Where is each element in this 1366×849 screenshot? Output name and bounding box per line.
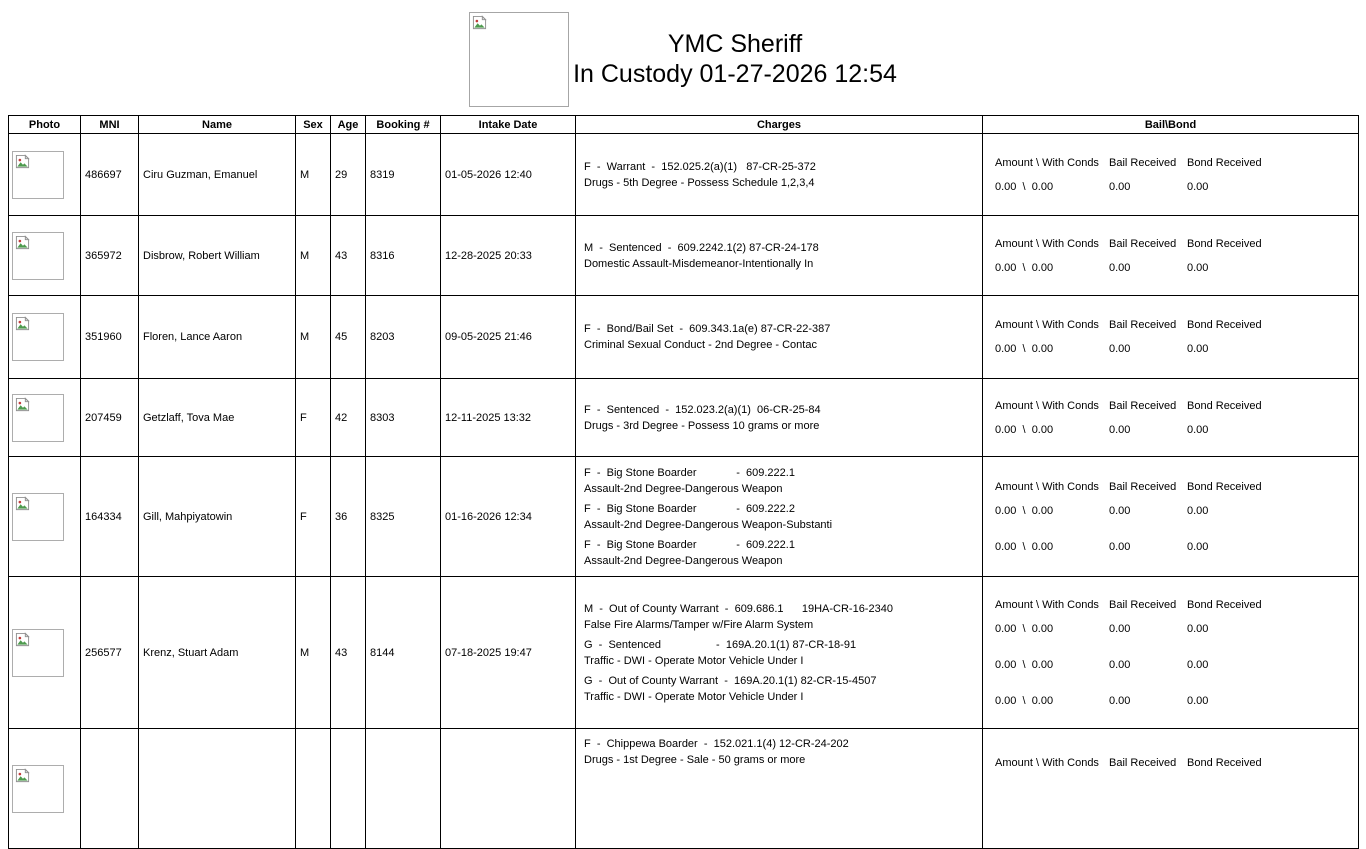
booking-number-cell: 8303 [366,379,441,457]
mni-cell: 486697 [81,134,139,216]
charge-description: Assault-2nd Degree-Dangerous Weapon-Substanti [584,518,833,531]
bail-amount-value: 0.00 \ 0.00 [995,658,1054,671]
table-row [9,457,1359,577]
bail-header-label: Amount \ With Conds [995,598,1099,611]
bail-bond-cell [983,134,1359,216]
bail-header-label: Bond Received [1187,319,1262,331]
bail-amount-row [995,260,1358,276]
bail-bond-cell [983,296,1359,379]
bail-header-label: Amount \ With Conds [995,319,1099,331]
charge-statute: G - Out of County Warrant - 169A.20.1(1) 82-CR-15-4507 [584,674,877,687]
charges-cell [576,134,983,216]
intake-date-cell: 07-18-2025 19:47 [441,577,576,729]
bail-amount-value: 0.00 [1187,622,1209,635]
charges-cell [576,457,983,577]
charge-description: Assault-2nd Degree-Dangerous Weapon [584,482,783,495]
broken-image-icon [15,154,30,169]
intake-date-cell [441,729,576,849]
inmate-photo-placeholder [12,151,64,199]
booking-number-cell: 8325 [366,457,441,577]
charge-statute: F - Chippewa Boarder - 152.021.1(4) 12-CR-24-202 [584,738,849,750]
report-header [0,0,1366,115]
roster-rows [9,134,1359,849]
broken-image-icon [15,632,30,647]
booking-number-cell: 8319 [366,134,441,216]
intake-date-cell: 09-05-2025 21:46 [441,296,576,379]
broken-image-icon [15,768,30,783]
charge-statute: F - Bond/Bail Set - 609.343.1a(e) 87-CR-22-387 [584,323,831,335]
inmate-photo-placeholder [12,232,64,280]
charge-item [584,240,982,272]
bail-header-label: Bond Received [1187,399,1262,412]
charge-description: Traffic - DWI - Operate Motor Vehicle Under I [584,690,804,703]
column-header-intake-date: Intake Date [441,116,576,134]
name-cell: Ciru Guzman, Emanuel [139,134,296,216]
name-cell [139,729,296,849]
broken-image-icon [15,235,30,250]
booking-number-cell: 8144 [366,577,441,729]
charge-item [584,637,982,669]
charge-statute: M - Sentenced - 609.2242.1(2) 87-CR-24-178 [584,241,819,254]
bail-header-label: Bond Received [1187,757,1262,769]
column-header-photo: Photo [9,116,81,134]
column-header-booking-: Booking # [366,116,441,134]
column-header-sex: Sex [296,116,331,134]
photo-cell [9,577,81,729]
bail-amount-value: 0.00 [1109,694,1131,707]
page-title [573,29,897,89]
bail-amount-row [995,621,1358,637]
mni-cell [81,729,139,849]
bail-amount-row [995,539,1358,555]
bail-header-label: Bail Received [1109,237,1177,250]
bail-amount-row [995,503,1358,519]
charges-cell [576,216,983,296]
bail-amount-value: 0.00 [1109,622,1131,635]
age-cell [331,729,366,849]
intake-date-cell: 01-16-2026 12:34 [441,457,576,577]
charge-item [584,501,982,533]
broken-image-icon [15,316,30,331]
bail-amount-value: 0.00 \ 0.00 [995,622,1054,635]
age-cell: 43 [331,577,366,729]
broken-image-icon [472,15,487,30]
column-header-mni: MNI [81,116,139,134]
column-header-charges: Charges [576,116,983,134]
charge-item [584,537,982,569]
bail-header-label: Bail Received [1109,480,1177,493]
sex-cell: F [296,457,331,577]
inmate-photo-placeholder [12,493,64,541]
charge-item [584,465,982,497]
bail-amount-value: 0.00 [1187,540,1209,553]
charge-statute: F - Sentenced - 152.023.2(a)(1) 06-CR-25-84 [584,403,821,416]
bail-amount-row [995,693,1358,709]
bail-header-row [995,317,1358,333]
bail-amount-value: 0.00 [1187,180,1209,193]
sex-cell [296,729,331,849]
bail-header-label: Bond Received [1187,156,1262,169]
bail-amount-row [995,341,1358,357]
header-logo-placeholder [469,12,569,107]
name-cell: Disbrow, Robert William [139,216,296,296]
bail-header-label: Bond Received [1187,480,1262,493]
mni-cell: 365972 [81,216,139,296]
name-cell: Getzlaff, Tova Mae [139,379,296,457]
column-header-name: Name [139,116,296,134]
bail-header-label: Amount \ With Conds [995,237,1099,250]
charge-description: Traffic - DWI - Operate Motor Vehicle Under I [584,654,804,667]
charge-statute: M - Out of County Warrant - 609.686.1 19HA-CR-16-2340 [584,602,893,615]
charge-item [584,736,982,768]
charge-statute: F - Big Stone Boarder - 609.222.2 [584,502,795,515]
charges-cell [576,729,983,849]
charge-description: Drugs - 5th Degree - Possess Schedule 1,2,3,4 [584,176,815,189]
bail-amount-value: 0.00 [1109,658,1131,671]
report-subtitle: In Custody 01-27-2026 12:54 [573,60,897,88]
booking-number-cell: 8316 [366,216,441,296]
bail-amount-value: 0.00 [1187,261,1209,274]
charge-description: Drugs - 1st Degree - Sale - 50 grams or more [584,754,806,766]
bail-bond-cell [983,457,1359,577]
mni-cell: 351960 [81,296,139,379]
charge-item [584,673,982,705]
bail-amount-value: 0.00 [1187,694,1209,707]
bail-bond-cell [983,216,1359,296]
table-row [9,296,1359,379]
bail-amount-value: 0.00 [1109,343,1131,355]
broken-image-icon [15,496,30,511]
charge-statute: F - Big Stone Boarder - 609.222.1 [584,466,795,479]
bail-amount-value: 0.00 [1109,504,1131,517]
sex-cell: F [296,379,331,457]
bail-amount-value: 0.00 [1109,423,1131,436]
mni-cell: 207459 [81,379,139,457]
bail-amount-row [995,179,1358,195]
inmate-photo-placeholder [12,313,64,361]
intake-date-cell: 12-11-2025 13:32 [441,379,576,457]
bail-header-row [995,155,1358,171]
charges-cell [576,379,983,457]
name-cell: Krenz, Stuart Adam [139,577,296,729]
charge-statute: F - Warrant - 152.025.2(a)(1) 87-CR-25-372 [584,160,816,173]
table-row [9,134,1359,216]
bail-header-label: Amount \ With Conds [995,156,1099,169]
bail-amount-value: 0.00 [1187,343,1209,355]
photo-cell [9,457,81,577]
bail-amount-value: 0.00 \ 0.00 [995,540,1054,553]
mni-cell: 256577 [81,577,139,729]
charge-description: Drugs - 3rd Degree - Possess 10 grams or more [584,419,820,432]
age-cell: 42 [331,379,366,457]
table-header-row [9,116,1359,134]
broken-image-icon [15,397,30,412]
bail-amount-value: 0.00 [1109,540,1131,553]
column-header-bail-bond: Bail\Bond [983,116,1359,134]
inmate-photo-placeholder [12,765,64,813]
table-row [9,729,1359,849]
charge-item [584,159,982,191]
bail-amount-value: 0.00 [1109,261,1131,274]
name-cell: Floren, Lance Aaron [139,296,296,379]
photo-cell [9,296,81,379]
bail-header-label: Bail Received [1109,598,1177,611]
bail-amount-row [995,657,1358,673]
charge-statute: F - Big Stone Boarder - 609.222.1 [584,538,795,551]
age-cell: 43 [331,216,366,296]
bail-bond-cell [983,577,1359,729]
bail-amount-row [995,422,1358,438]
bail-amount-value: 0.00 \ 0.00 [995,261,1054,274]
bail-header-label: Amount \ With Conds [995,757,1099,769]
intake-date-cell: 12-28-2025 20:33 [441,216,576,296]
photo-cell [9,379,81,457]
bail-amount-value: 0.00 [1109,180,1131,193]
age-cell: 29 [331,134,366,216]
sex-cell: M [296,577,331,729]
bail-amount-value: 0.00 \ 0.00 [995,504,1054,517]
name-cell: Gill, Mahpiyatowin [139,457,296,577]
bail-header-label: Bond Received [1187,237,1262,250]
bail-bond-cell [983,379,1359,457]
bail-header-label: Bail Received [1109,156,1177,169]
column-header-age: Age [331,116,366,134]
photo-cell [9,216,81,296]
charge-description: False Fire Alarms/Tamper w/Fire Alarm System [584,618,814,631]
inmate-photo-placeholder [12,394,64,442]
bail-header-label: Amount \ With Conds [995,480,1099,493]
booking-number-cell: 8203 [366,296,441,379]
bail-amount-value: 0.00 \ 0.00 [995,694,1054,707]
bail-header-label: Bond Received [1187,598,1262,611]
age-cell: 45 [331,296,366,379]
charge-description: Criminal Sexual Conduct - 2nd Degree - Contac [584,339,817,351]
bail-amount-value: 0.00 \ 0.00 [995,423,1054,436]
bail-header-label: Bail Received [1109,399,1177,412]
charge-statute: G - Sentenced - 169A.20.1(1) 87-CR-18-91 [584,638,857,651]
bail-header-row [995,755,1358,771]
bail-header-label: Amount \ With Conds [995,399,1099,412]
charge-description: Assault-2nd Degree-Dangerous Weapon [584,554,783,567]
bail-amount-value: 0.00 \ 0.00 [995,180,1054,193]
sex-cell: M [296,134,331,216]
bail-header-label: Bail Received [1109,757,1177,769]
charge-item [584,402,982,434]
in-custody-table [8,115,1359,849]
booking-number-cell [366,729,441,849]
bail-header-row [995,597,1358,613]
bail-header-label: Bail Received [1109,319,1177,331]
table-row [9,216,1359,296]
bail-header-row [995,236,1358,252]
charge-item [584,601,982,633]
bail-header-row [995,398,1358,414]
table-row [9,379,1359,457]
photo-cell [9,729,81,849]
charges-cell [576,296,983,379]
bail-amount-value: 0.00 \ 0.00 [995,343,1054,355]
intake-date-cell: 01-05-2026 12:40 [441,134,576,216]
sex-cell: M [296,216,331,296]
table-row [9,577,1359,729]
charges-cell [576,577,983,729]
bail-amount-value: 0.00 [1187,658,1209,671]
report-title: YMC Sheriff [667,30,803,58]
bail-amount-value: 0.00 [1187,504,1209,517]
inmate-photo-placeholder [12,629,64,677]
sex-cell: M [296,296,331,379]
bail-bond-cell [983,729,1359,849]
age-cell: 36 [331,457,366,577]
mni-cell: 164334 [81,457,139,577]
bail-amount-value: 0.00 [1187,423,1209,436]
charge-item [584,321,982,353]
charge-description: Domestic Assault-Misdemeanor-Intentionally In [584,257,814,270]
photo-cell [9,134,81,216]
bail-header-row [995,479,1358,495]
